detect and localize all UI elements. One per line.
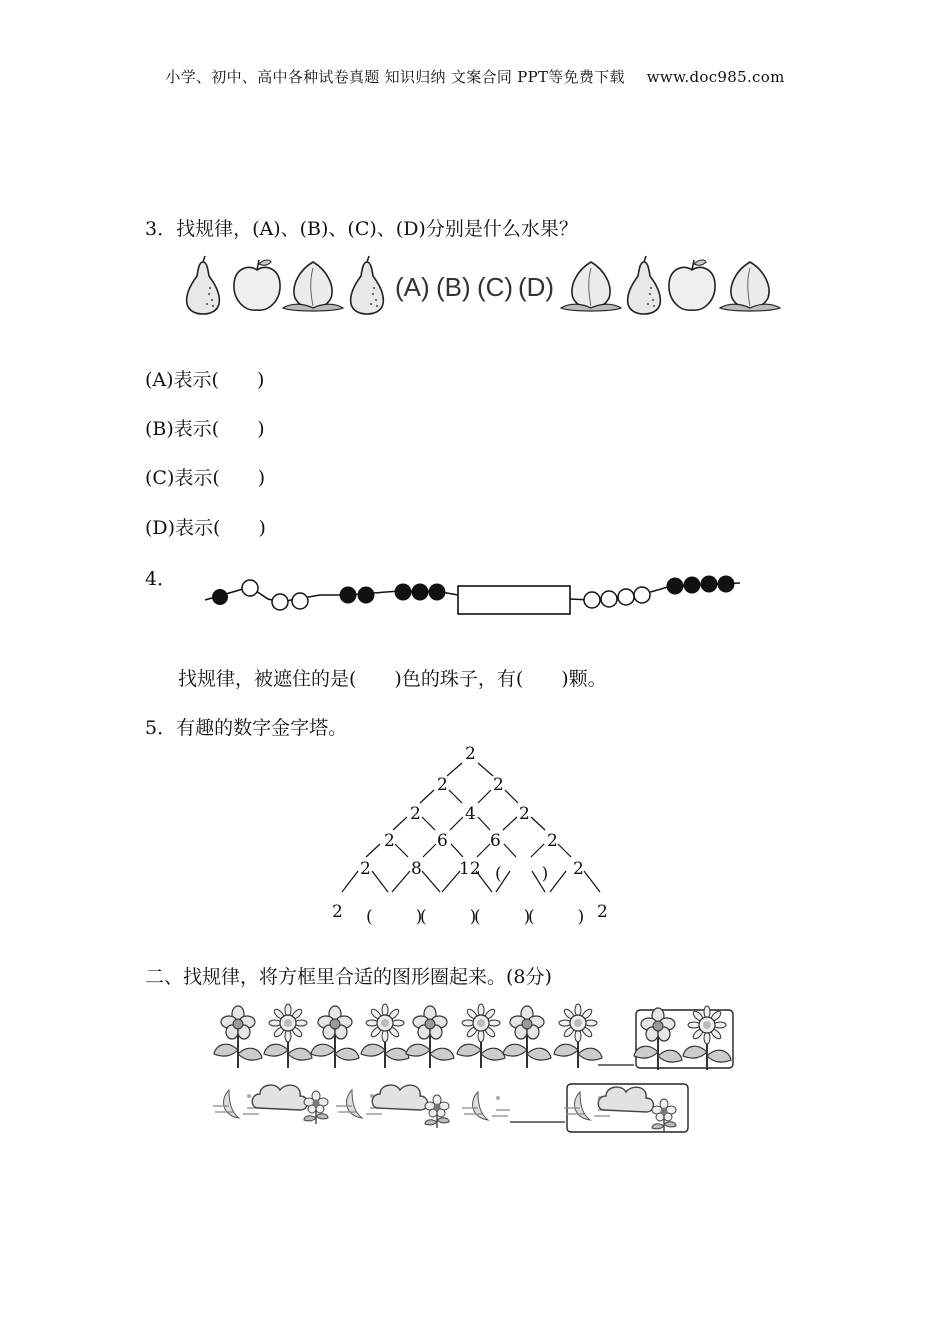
- bead-black: [667, 578, 684, 595]
- pyramid-cell: 2: [332, 902, 343, 922]
- pyramid-cell: 2: [597, 902, 608, 922]
- peach-icon: [283, 262, 343, 311]
- bead-white: [634, 587, 650, 603]
- pyramid-blank: ( ): [495, 864, 551, 884]
- placeholder-b: (B): [436, 272, 471, 302]
- moon-icon: [462, 1092, 510, 1120]
- answer-a: (A)表示( ): [145, 369, 265, 391]
- bead-black: [718, 576, 735, 593]
- pear-icon: [628, 256, 661, 314]
- flower-icon[interactable]: [634, 1008, 682, 1070]
- bead-black: [429, 584, 446, 601]
- small-flower-icon: [304, 1091, 328, 1124]
- pyramid-blank: ( ): [420, 907, 480, 927]
- pyramid-cell: 2: [519, 804, 530, 824]
- placeholder-c: (C): [477, 272, 514, 302]
- pyramid-blank: ( ): [528, 907, 588, 927]
- answer-d: (D)表示( ): [145, 517, 266, 539]
- pear-icon: [187, 256, 220, 314]
- pyramid-cell: 2: [410, 804, 421, 824]
- sunflower-icon[interactable]: [683, 1006, 731, 1070]
- pyramid-cell: 2: [384, 831, 395, 851]
- cloud-icon: [252, 1085, 307, 1110]
- flower-icon: [406, 1006, 454, 1068]
- small-flower-icon[interactable]: [652, 1099, 676, 1132]
- question-4-number: 4．: [145, 568, 177, 590]
- section-2-title: 二、找规律，将方框里合适的图形圈起来。(8分): [145, 966, 552, 988]
- pyramid-cell: 2: [360, 859, 371, 879]
- pyramid-cell: 8: [411, 859, 422, 879]
- pyramid-cell: 6: [437, 831, 448, 851]
- page-header: [0, 66, 950, 87]
- pear-icon: [351, 256, 384, 314]
- sunflower-icon: [554, 1004, 602, 1068]
- pyramid-cell: 4: [465, 804, 476, 824]
- placeholder-a: (A): [395, 272, 430, 302]
- question-5-title: 5．有趣的数字金字塔。: [145, 717, 348, 739]
- bead-white: [601, 591, 617, 607]
- flower-icon: [503, 1006, 551, 1068]
- bead-black: [412, 584, 429, 601]
- pyramid-cell: 2: [573, 859, 584, 879]
- flower-icon: [214, 1006, 262, 1068]
- bead-white: [584, 592, 600, 608]
- sunflower-icon: [457, 1004, 505, 1068]
- sunflower-icon: [361, 1004, 409, 1068]
- peach-icon: [561, 262, 621, 311]
- answer-c: (C)表示( ): [145, 467, 266, 489]
- bead-white: [292, 593, 308, 609]
- cloud-icon[interactable]: [598, 1087, 653, 1112]
- bead-black: [340, 587, 357, 604]
- apple-icon: [234, 260, 280, 310]
- header-url: www.doc985.com: [646, 68, 785, 86]
- pyramid-cell: 2: [493, 775, 504, 795]
- pyramid-cell: 2: [437, 775, 448, 795]
- fruit-sequence: [0, 250, 950, 325]
- pattern-figures: [0, 1000, 950, 1140]
- pyramid-cell: 2: [547, 831, 558, 851]
- pyramid-blank: ( ): [366, 907, 426, 927]
- bead-black: [395, 584, 412, 601]
- placeholder-d: (D): [518, 272, 555, 302]
- bead-white: [618, 589, 634, 605]
- bead-black: [684, 577, 701, 594]
- question-4-text: 找规律，被遮住的是( )色的珠子，有( )颗。: [178, 668, 607, 690]
- question-3-title: 3．找规律，(A)、(B)、(C)、(D)分别是什么水果？: [145, 218, 578, 240]
- peach-icon: [720, 262, 780, 311]
- pyramid-cell: 12: [459, 859, 481, 879]
- answer-b: (B)表示( ): [145, 418, 265, 440]
- pyramid-cell: 6: [490, 831, 501, 851]
- apple-icon: [669, 260, 715, 310]
- flower-icon: [311, 1006, 359, 1068]
- cloud-icon: [372, 1085, 427, 1110]
- header-text: 小学、初中、高中各种试卷真题 知识归纳 文案合同 PPT等免费下载: [165, 68, 625, 86]
- bead-black: [701, 576, 718, 593]
- bead-white: [272, 594, 288, 610]
- bead-white: [242, 580, 258, 596]
- bead-black: [212, 589, 228, 605]
- pyramid-blank: ( ): [474, 907, 534, 927]
- bead-string: [0, 565, 950, 625]
- cover-box: [458, 586, 570, 614]
- small-flower-icon: [425, 1095, 449, 1128]
- sunflower-icon: [264, 1004, 312, 1068]
- pyramid-cell: 2: [465, 744, 476, 764]
- bead-black: [358, 587, 375, 604]
